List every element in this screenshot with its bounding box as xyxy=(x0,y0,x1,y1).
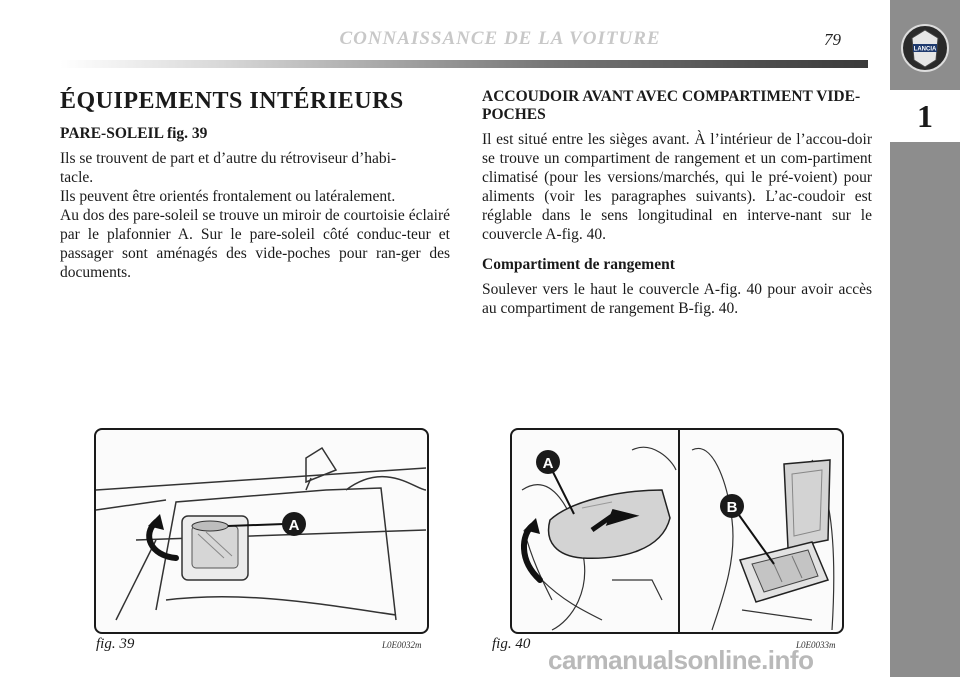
page-title: ÉQUIPEMENTS INTÉRIEURS xyxy=(60,88,404,114)
page-number: 79 xyxy=(824,30,841,49)
body-paragraph-storage: Soulever vers le haut le couvercle A-fig. 40 pour avoir accès au compartiment de rangement B-fig. 40. xyxy=(482,281,872,317)
left-column xyxy=(60,88,450,294)
right-column xyxy=(482,88,872,330)
figure-39-caption: fig. 39 xyxy=(96,636,135,652)
section-subtitle: PARE-SOLEIL fig. 39 xyxy=(60,125,208,142)
chapter-number: 1 xyxy=(890,90,960,142)
figure-40-code: L0E0033m xyxy=(796,640,836,650)
figure-39-code: L0E0032m xyxy=(382,640,422,650)
header-section-title: CONNAISSANCE DE LA VOITURE xyxy=(339,28,661,49)
body-paragraph: Ils se trouvent de part et d’autre du rétroviseur d’habi- tacle. Ils peuvent être orientés frontalement ou latéralement. Au dos des pare-soleil se trouve un miroir de courtoisie éclairé par le plafonnier A. Sur le pare-soleil côté conduc-teur et passager sont aménagés des vide-poches pour ran-ger des documents. xyxy=(60,150,450,281)
figure-39-sun-visor xyxy=(94,428,429,634)
watermark-text: carmanualsonline.info xyxy=(548,645,814,675)
callout-a-label: A xyxy=(288,517,300,534)
figure-40-armrest xyxy=(510,428,844,634)
lancia-logo-icon xyxy=(900,20,950,76)
logo-text: LANCIA xyxy=(913,46,937,53)
figure-40-caption: fig. 40 xyxy=(492,636,531,652)
body-paragraph-armrest: Il est situé entre les sièges avant. À l’intérieur de l’accou-doir se trouve un compartiment de rangement et un com-partiment climatisé (pour les versions/marchés, qui le pré-voient) pour aliments (voir les paragraphes suivants). L’ac-coudoir est réglable dans le sens longitudinal en interve-nant sur le couvercle A-fig. 40. xyxy=(482,131,872,243)
section-title-armrest: ACCOUDOIR AVANT AVEC COMPARTIMENT VIDE-POCHES xyxy=(482,88,861,123)
callout-b-label: B xyxy=(726,499,738,516)
side-tab xyxy=(890,0,960,677)
subheading-storage: Compartiment de rangement xyxy=(482,256,675,273)
header-rule xyxy=(60,60,868,68)
callout-a-armrest-label: A xyxy=(542,455,554,472)
